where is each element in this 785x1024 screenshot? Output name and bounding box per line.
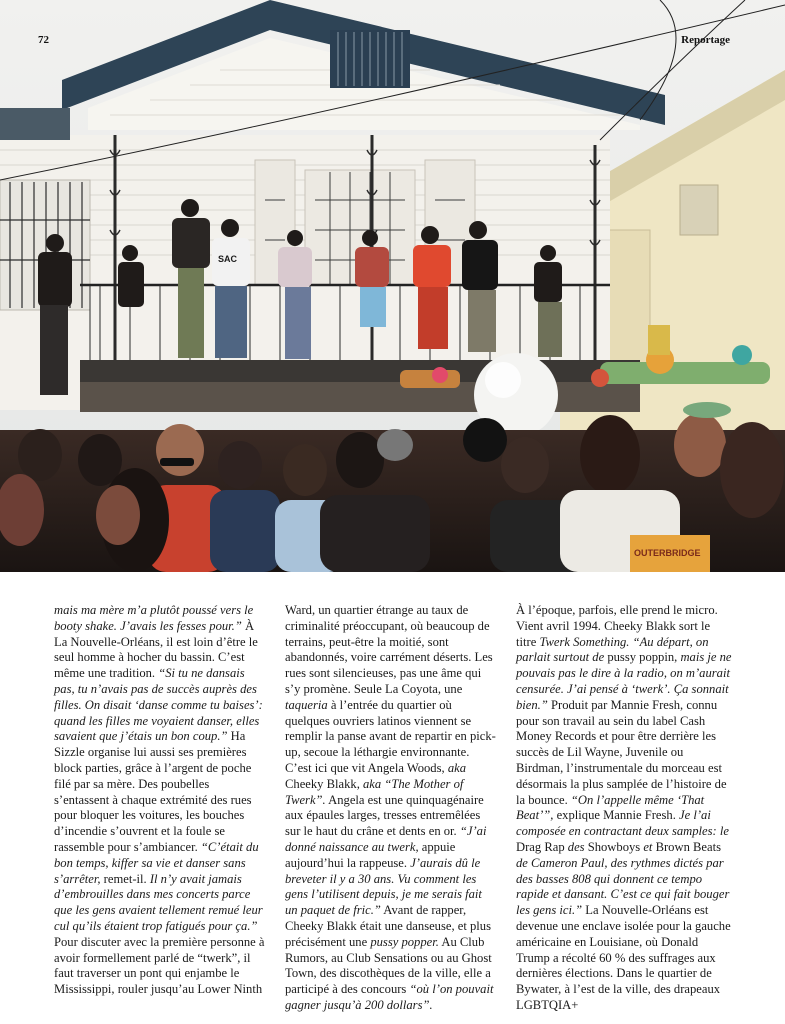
text-segment: remet-il. — [100, 871, 150, 886]
text-segment: de Cameron Paul, des rythmes dictés par des basses 808 qui donnent ce tempo rapide et dansant. C’est ce qui fait bouger les gens ici.” — [516, 855, 730, 918]
text-segment: pussy popper. — [370, 934, 439, 949]
text-segment: Twerk Something. “Au départ, on parlait surtout de — [516, 634, 709, 665]
text-segment: Pour discuter avec la première personne à avoir formellement parlé de “twerk”, il faut traverser un pont qui enjambe le Mississippi, rouler jusqu’au Lower Ninth — [54, 934, 265, 997]
text-segment: Produit par Mannie Fresh, connu pour son travail au sein du label Cash Money Records et pour être derrière les succès de Lil Wayne, Juvenile ou Birdman, l’instrumentale du morceau est désormais la plus samplée de l’histoire de la bounce. — [516, 697, 727, 807]
text-segment: À La Nouvelle-Orléans, il est loin d’être le seul homme à hocher du bassin. C’est même une tradition. — [54, 618, 258, 681]
text-segment: “J’ai donné naissance au twerk, — [285, 824, 487, 854]
text-column-1 — [54, 603, 266, 998]
text-segment: “On l’appelle même ‘That Beat’”, — [516, 792, 705, 823]
text-segment: La Nouvelle-Orléans est devenue une enclave isolée pour la gauche américaine en Louisiane, où Donald Trump a récolté 60 % des suffrages aux dernières élections. Dans le quartier de Bywater, à l’est de la ville, des drapeaux LGBTQIA+ — [516, 903, 731, 1012]
text-segment: mais je ne pouvais pas le dire à la radio, on m’aurait censurée. J’ai pensé à ‘twerk’. Ça sonnait bien.” — [516, 650, 732, 712]
text-segment: des — [567, 839, 585, 854]
text-segment: Il n’y avait jamais d’embrouilles dans mes concerts parce que les gens avaient tellement remué leur cul qu’ils étaient trop fatigués pour ça.” — [54, 871, 263, 933]
paragraph — [54, 603, 266, 998]
text-segment: Brown Beats — [652, 839, 721, 854]
text-segment: Avant de rapper, Cheeky Blakk était une danseuse, et plus précisément une — [285, 903, 491, 949]
section-label: Reportage — [681, 34, 730, 46]
text-segment: aka — [447, 760, 466, 775]
text-segment: aka “The Mother of Twerk”. — [285, 776, 464, 807]
text-segment: Je l’ai composée en contractant deux samples: le — [516, 808, 729, 839]
text-segment: mais ma mère m’a plutôt poussé vers le booty shake. J’avais les fesses pour.” — [54, 603, 254, 633]
text-column-3 — [516, 603, 732, 1014]
text-segment: Ward, un quartier étrange au taux de criminalité préoccupant, où beaucoup de terrains, peut-être la moitié, sont abandonnés, voire carrément déserts. Les rues sont silencieuses, pas une âme qui s’y promène. Seule La Coyota, une — [285, 603, 493, 696]
text-segment: “où l’on pouvait gagner jusqu’à 200 dollars”. — [285, 982, 494, 1012]
text-segment: taqueria — [285, 697, 328, 712]
text-column-2 — [285, 603, 497, 1014]
text-segment: Angela est une quinquagénaire aux épaules larges, tresses entremêlées sur le haut du crâne et dents en or. — [285, 792, 484, 839]
text-segment: explique Mannie Fresh. — [553, 808, 679, 823]
text-segment: Drag Rap — [516, 839, 568, 854]
page-number: 72 — [38, 34, 49, 46]
paragraph — [285, 603, 497, 1014]
text-segment: Showboys — [584, 839, 644, 854]
text-segment: “C’était du bon temps, kiffer sa vie et danser sans s’arrêter, — [54, 839, 259, 886]
text-segment: Ha Sizzle organise lui aussi ses premières block parties, grâce à l’argent de poche filé par sa mère. Des poubelles s’entassent à chaque extrémité des rues pour bloquer les voitures, les bouches d’incendie s’ouvrent et la foule se rassemble pour s’ambiancer. — [54, 729, 252, 854]
shirt-text: SAC — [218, 254, 238, 264]
text-segment: à l’entrée du quartier où quelques ouvriers latinos viennent se remplir la panse avant de repartir en pick-up, secoue la léthargie environnante. C’est ici que vit Angela Woods, — [285, 697, 496, 775]
paragraph — [516, 603, 732, 1014]
text-segment: À l’époque, parfois, elle prend le micro. Vient avril 1994. Cheeky Blakk sort le titre — [516, 603, 718, 649]
banner-text: OUTERBRIDGE — [634, 548, 701, 558]
text-segment: Au Club Rumors, au Club Sensations ou au Ghost Town, des discothèques de la ville, elle a participé à des concours — [285, 934, 492, 997]
text-segment: pussy poppin, — [604, 650, 681, 665]
text-segment: J’aurais dû le breveter il y a 30 ans. Vu comment les gens l’utilisent depuis, je me serais fait un paquet de fric.” — [285, 855, 482, 918]
text-segment: Cheeky Blakk, — [285, 776, 363, 791]
text-segment: et — [643, 839, 653, 854]
text-segment: “Si tu ne dansais pas, tu n’avais pas de succès auprès des filles. On disait ‘danse comme tu baises’: quand les filles me voyaient danser, elles savaient que j’étais un bon coup.” — [54, 666, 263, 744]
text-segment: appuie aujourd’hui la rappeuse. — [285, 839, 456, 870]
